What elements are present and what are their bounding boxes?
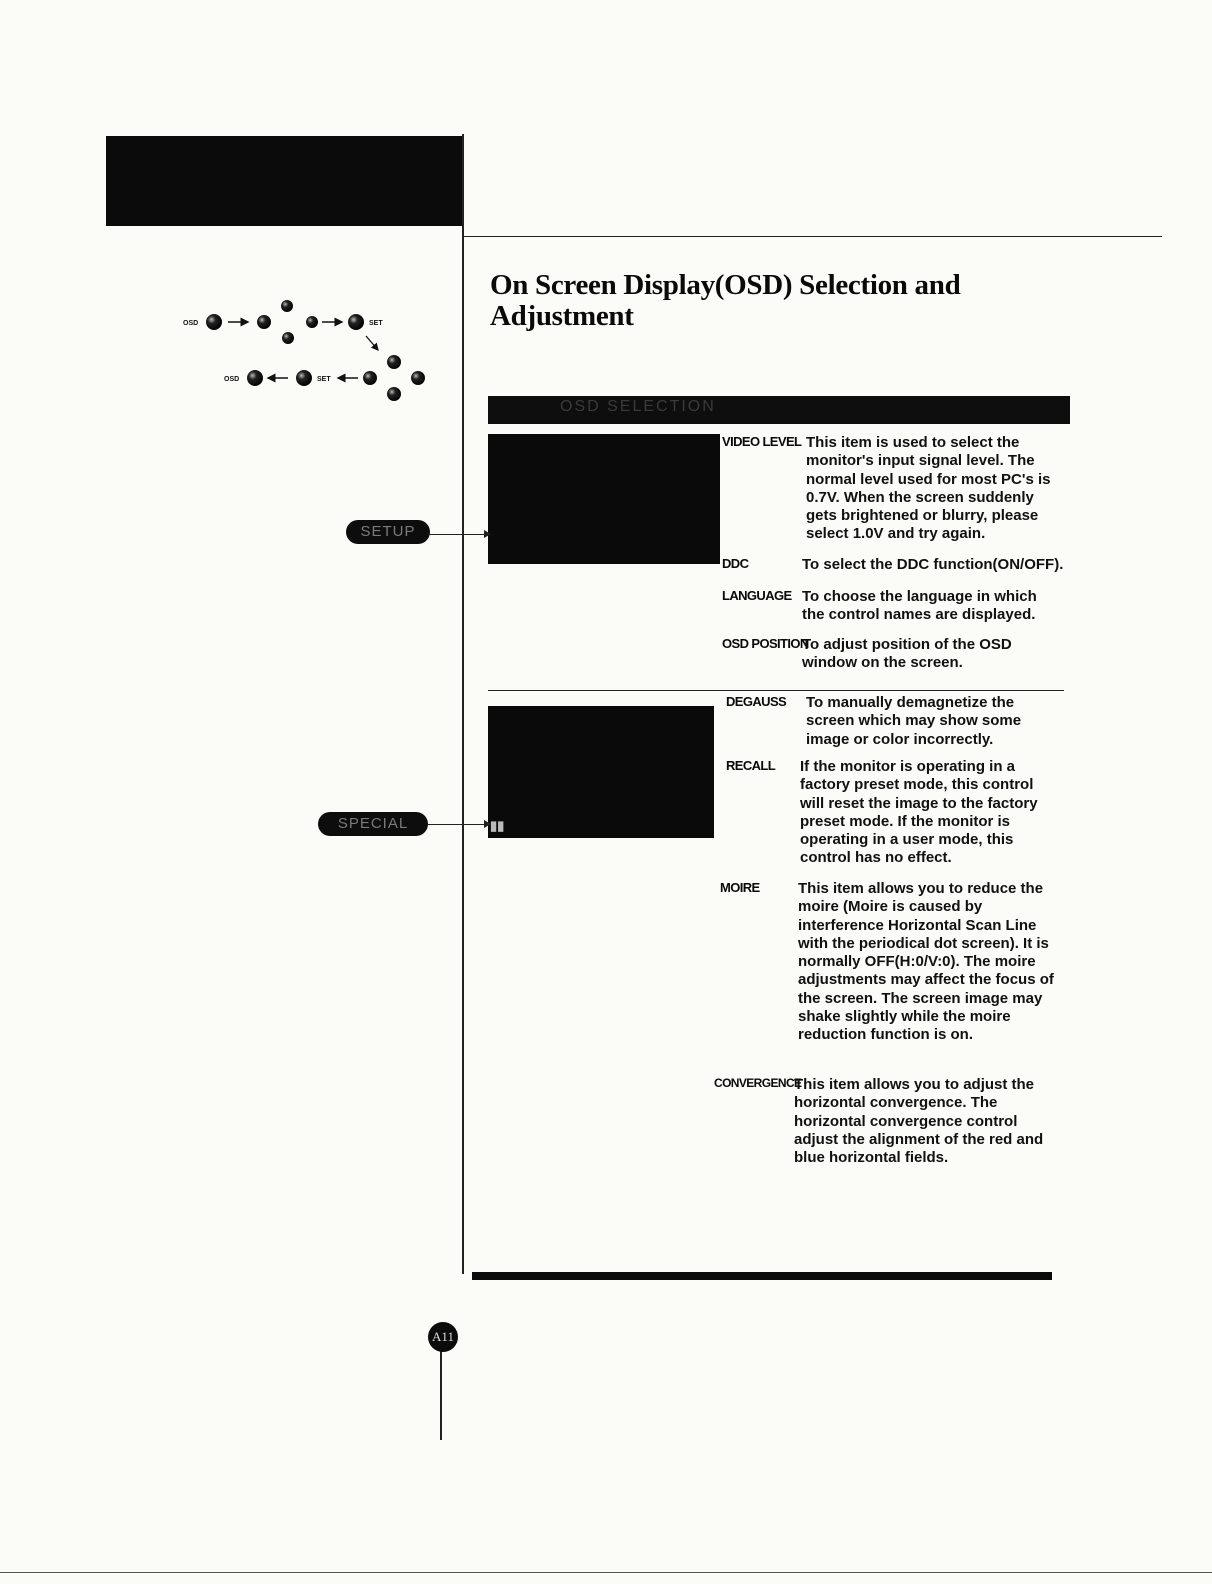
- setup-connector: [428, 534, 488, 535]
- left-button-icon-2: [363, 371, 377, 385]
- desc-moire: This item allows you to reduce the moire (Moire is caused by interference Horizontal Scan Line with the periodical dot screen). It is normally OFF(H:0/V:0). The moire adjustments may affect the focus of the screen. The screen image may shake slightly while the moire reduction function is on.: [798, 880, 1054, 1044]
- left-button-icon: [257, 315, 271, 329]
- term-ddc: DDC: [722, 556, 749, 571]
- section-separator: [488, 690, 1064, 691]
- set-button-icon-2: [296, 370, 312, 386]
- osd-selection-label: OSD SELECTION: [560, 398, 716, 415]
- bottom-rule: [472, 1272, 1052, 1280]
- vertical-rule-lower: [440, 1340, 442, 1440]
- osd-button-icon: [206, 314, 222, 330]
- setup-menu-pill: SETUP: [346, 520, 430, 544]
- down-button-icon: [282, 332, 294, 344]
- right-button-icon: [306, 316, 318, 328]
- special-menu-pill: SPECIAL: [318, 812, 428, 836]
- header-rule: [462, 236, 1162, 237]
- up-button-icon: [281, 300, 293, 312]
- page-number-badge: A11: [428, 1322, 458, 1352]
- term-recall: RECALL: [726, 758, 776, 773]
- term-convergence: CONVERGENCE: [714, 1076, 802, 1090]
- desc-recall: If the monitor is operating in a factory preset mode, this control will reset the image to the factory preset mode. If the monitor is operating in a user mode, this control has no effect.: [800, 758, 1038, 867]
- vertical-rule: [462, 134, 464, 1274]
- osd-label-2: OSD: [224, 376, 240, 383]
- term-language: LANGUAGE: [722, 588, 792, 603]
- special-connector: [428, 824, 488, 825]
- page-title: On Screen Display(OSD) Selection and Adjustment: [490, 269, 961, 332]
- term-video-level: VIDEO LEVEL: [722, 434, 802, 449]
- set-label: SET: [369, 320, 383, 327]
- term-osd-position: OSD POSITION: [722, 636, 809, 651]
- term-degauss: DEGAUSS: [726, 694, 787, 709]
- setup-arrow: [484, 530, 491, 538]
- up-button-icon-2: [387, 355, 401, 369]
- desc-ddc: To select the DDC function(ON/OFF).: [802, 556, 1064, 573]
- page-edge-line: [0, 1572, 1212, 1573]
- term-moire: MOIRE: [720, 880, 760, 895]
- header-block: [106, 136, 464, 226]
- desc-video-level: This item is used to select the monitor's input signal level. The normal level used for most PC's is 0.7V. When the screen suddenly gets brightened or blurry, please select 1.0V and try again.: [806, 434, 1051, 543]
- desc-degauss: To manually demagnetize the screen which may show some image or color incorrectly.: [806, 694, 1022, 748]
- osd-button-icon-2: [247, 370, 263, 386]
- screen-cursor-mark: ▮▮: [490, 818, 505, 833]
- special-screen-illustration: [488, 706, 714, 838]
- down-button-icon-2: [387, 387, 401, 401]
- right-button-icon-2: [411, 371, 425, 385]
- desc-language: To choose the language in which the control names are displayed.: [802, 588, 1037, 624]
- osd-label: OSD: [183, 320, 199, 327]
- special-arrow: [484, 820, 491, 828]
- set-button-icon: [348, 314, 364, 330]
- setup-screen-illustration: [488, 434, 720, 564]
- set-label-2: SET: [317, 376, 331, 383]
- button-sequence-diagram: [180, 296, 440, 406]
- desc-osd-position: To adjust position of the OSD window on the screen.: [802, 636, 1012, 672]
- desc-convergence: This item allows you to adjust the horizontal convergence. The horizontal convergence control adjust the alignment of the red and blue horizontal fields.: [794, 1076, 1044, 1167]
